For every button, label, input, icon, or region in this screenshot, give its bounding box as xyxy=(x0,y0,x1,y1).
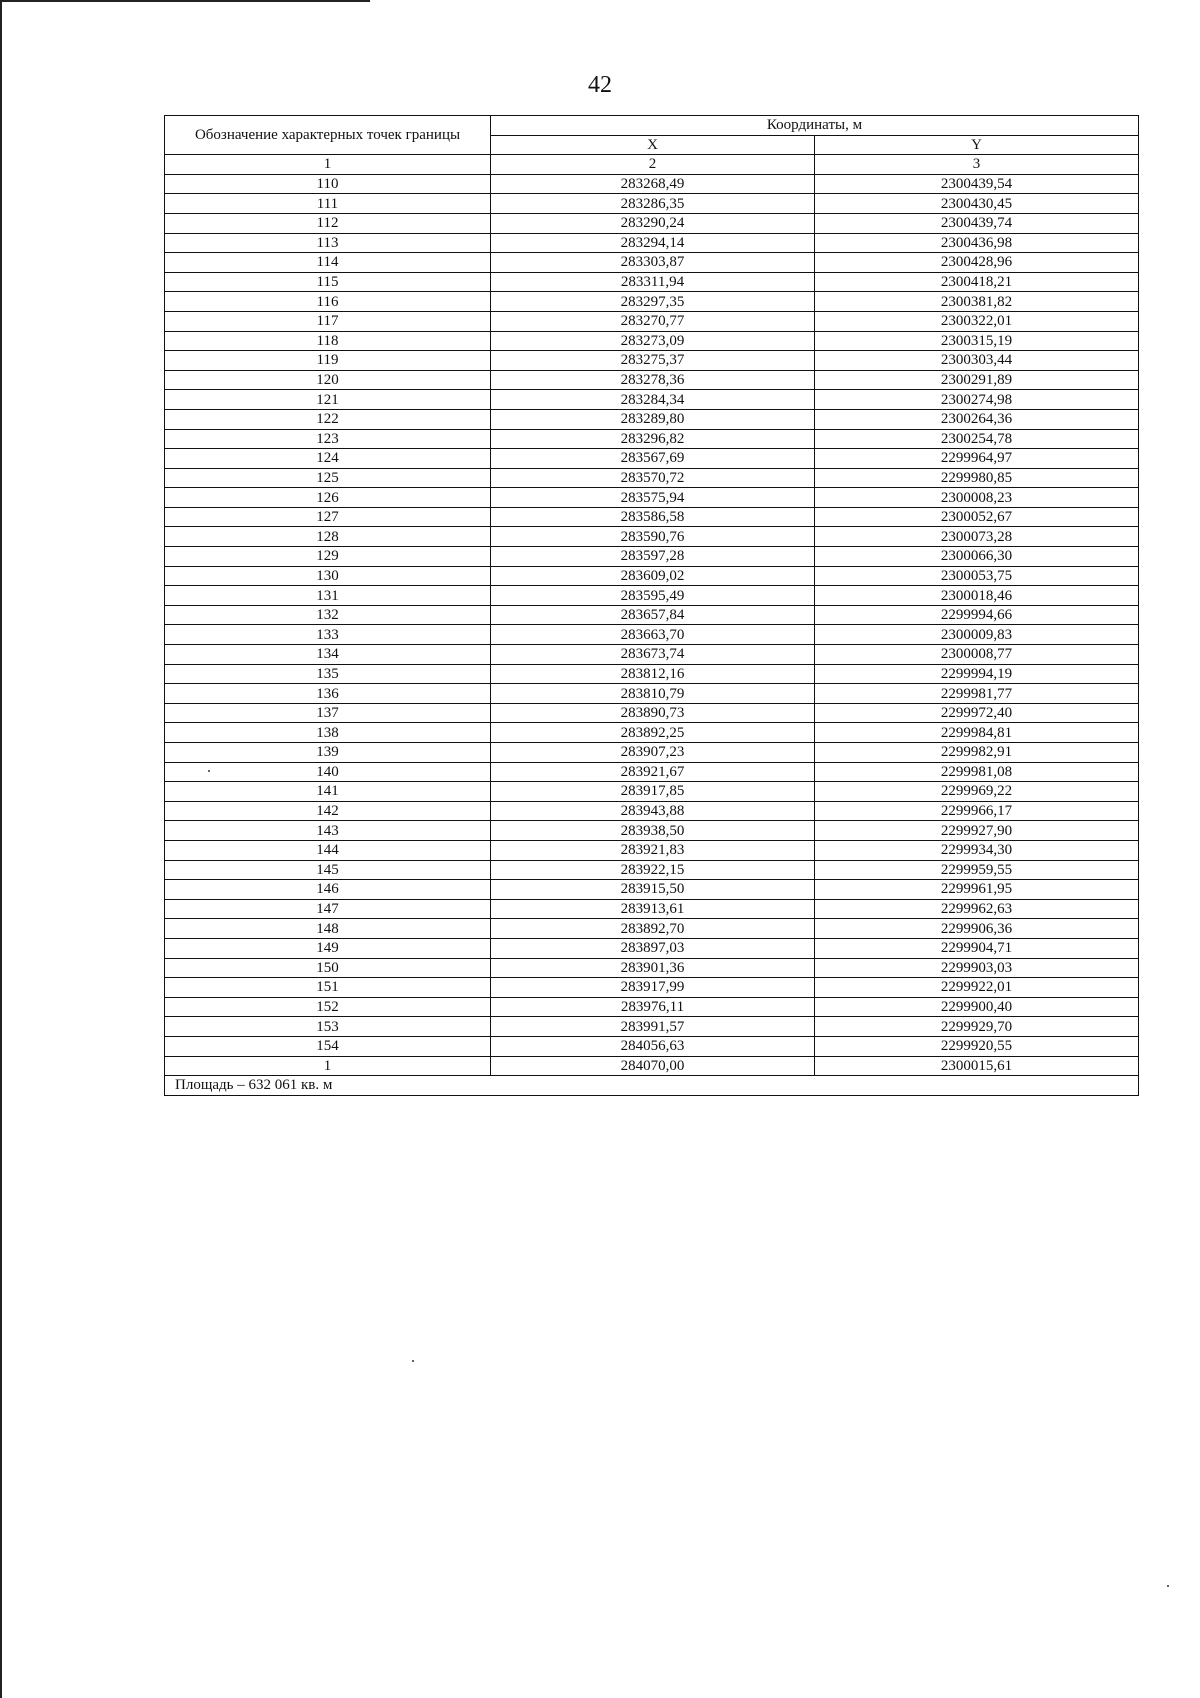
point-id-cell: 122 xyxy=(165,409,491,429)
x-coordinate-cell: 283297,35 xyxy=(491,292,815,312)
x-coordinate-cell: 283901,36 xyxy=(491,958,815,978)
y-coordinate-cell: 2300430,45 xyxy=(815,194,1139,214)
header-y-label: Y xyxy=(815,135,1139,155)
x-coordinate-cell: 283567,69 xyxy=(491,449,815,469)
y-coordinate-cell: 2300008,23 xyxy=(815,488,1139,508)
y-coordinate-cell: 2299929,70 xyxy=(815,1017,1139,1037)
table-row xyxy=(165,840,1139,860)
y-coordinate-cell: 2300291,89 xyxy=(815,370,1139,390)
point-id-cell: 117 xyxy=(165,311,491,331)
y-coordinate-cell: 2299980,85 xyxy=(815,468,1139,488)
table-row xyxy=(165,566,1139,586)
point-id-cell: 148 xyxy=(165,919,491,939)
table-row xyxy=(165,547,1139,567)
point-id-cell: 125 xyxy=(165,468,491,488)
point-id-cell: 121 xyxy=(165,390,491,410)
header-row-col-numbers xyxy=(165,155,1139,175)
x-coordinate-cell: 283296,82 xyxy=(491,429,815,449)
y-coordinate-cell: 2300315,19 xyxy=(815,331,1139,351)
x-coordinate-cell: 283575,94 xyxy=(491,488,815,508)
x-coordinate-cell: 283913,61 xyxy=(491,899,815,919)
table-row xyxy=(165,938,1139,958)
y-coordinate-cell: 2300053,75 xyxy=(815,566,1139,586)
y-coordinate-cell: 2300428,96 xyxy=(815,253,1139,273)
y-coordinate-cell: 2299962,63 xyxy=(815,899,1139,919)
point-id-cell: 115 xyxy=(165,272,491,292)
scan-speck xyxy=(1167,1585,1169,1587)
point-id-cell: 132 xyxy=(165,605,491,625)
point-id-cell: 116 xyxy=(165,292,491,312)
y-coordinate-cell: 2299981,08 xyxy=(815,762,1139,782)
table-row xyxy=(165,331,1139,351)
x-coordinate-cell: 283570,72 xyxy=(491,468,815,488)
x-coordinate-cell: 283290,24 xyxy=(491,213,815,233)
y-coordinate-cell: 2299966,17 xyxy=(815,801,1139,821)
x-coordinate-cell: 283917,85 xyxy=(491,782,815,802)
y-coordinate-cell: 2300303,44 xyxy=(815,351,1139,371)
point-id-cell: 150 xyxy=(165,958,491,978)
col-number-2: 2 xyxy=(491,155,815,175)
point-id-cell: 147 xyxy=(165,899,491,919)
table-row xyxy=(165,645,1139,665)
col-number-3: 3 xyxy=(815,155,1139,175)
table-row xyxy=(165,1056,1139,1076)
table-row xyxy=(165,958,1139,978)
point-id-cell: 149 xyxy=(165,938,491,958)
table-row xyxy=(165,899,1139,919)
table-row xyxy=(165,213,1139,233)
point-id-cell: 133 xyxy=(165,625,491,645)
point-id-cell: 151 xyxy=(165,978,491,998)
point-id-cell: 144 xyxy=(165,840,491,860)
point-id-cell: 136 xyxy=(165,684,491,704)
scan-edge-left xyxy=(0,0,2,1698)
y-coordinate-cell: 2300052,67 xyxy=(815,507,1139,527)
table-row xyxy=(165,997,1139,1017)
x-coordinate-cell: 283284,34 xyxy=(491,390,815,410)
scan-speck xyxy=(208,770,210,772)
point-id-cell: 142 xyxy=(165,801,491,821)
x-coordinate-cell: 283991,57 xyxy=(491,1017,815,1037)
point-id-cell: 135 xyxy=(165,664,491,684)
x-coordinate-cell: 283294,14 xyxy=(491,233,815,253)
y-coordinate-cell: 2299900,40 xyxy=(815,997,1139,1017)
table-row xyxy=(165,370,1139,390)
x-coordinate-cell: 284056,63 xyxy=(491,1036,815,1056)
point-id-cell: 124 xyxy=(165,449,491,469)
table-row xyxy=(165,292,1139,312)
y-coordinate-cell: 2300436,98 xyxy=(815,233,1139,253)
point-id-cell: 128 xyxy=(165,527,491,547)
y-coordinate-cell: 2299972,40 xyxy=(815,703,1139,723)
point-id-cell: 137 xyxy=(165,703,491,723)
y-coordinate-cell: 2299934,30 xyxy=(815,840,1139,860)
point-id-cell: 141 xyxy=(165,782,491,802)
y-coordinate-cell: 2299994,66 xyxy=(815,605,1139,625)
x-coordinate-cell: 283892,70 xyxy=(491,919,815,939)
point-id-cell: 145 xyxy=(165,860,491,880)
table-row xyxy=(165,625,1139,645)
table-row xyxy=(165,880,1139,900)
x-coordinate-cell: 283286,35 xyxy=(491,194,815,214)
point-id-cell: 130 xyxy=(165,566,491,586)
point-id-cell: 153 xyxy=(165,1017,491,1037)
x-coordinate-cell: 284070,00 xyxy=(491,1056,815,1076)
point-id-cell: 134 xyxy=(165,645,491,665)
y-coordinate-cell: 2300073,28 xyxy=(815,527,1139,547)
y-coordinate-cell: 2299920,55 xyxy=(815,1036,1139,1056)
y-coordinate-cell: 2300264,36 xyxy=(815,409,1139,429)
point-id-cell: 123 xyxy=(165,429,491,449)
y-coordinate-cell: 2299994,19 xyxy=(815,664,1139,684)
table-row xyxy=(165,978,1139,998)
x-coordinate-cell: 283943,88 xyxy=(491,801,815,821)
y-coordinate-cell: 2299922,01 xyxy=(815,978,1139,998)
coordinates-table-body xyxy=(165,116,1139,1096)
x-coordinate-cell: 283922,15 xyxy=(491,860,815,880)
x-coordinate-cell: 283810,79 xyxy=(491,684,815,704)
point-id-cell: 152 xyxy=(165,997,491,1017)
x-coordinate-cell: 283892,25 xyxy=(491,723,815,743)
x-coordinate-cell: 283268,49 xyxy=(491,174,815,194)
y-coordinate-cell: 2300439,54 xyxy=(815,174,1139,194)
y-coordinate-cell: 2300008,77 xyxy=(815,645,1139,665)
y-coordinate-cell: 2299906,36 xyxy=(815,919,1139,939)
header-x-label: X xyxy=(491,135,815,155)
y-coordinate-cell: 2299981,77 xyxy=(815,684,1139,704)
header-coords-label: Координаты, м xyxy=(491,116,1139,136)
point-id-cell: 113 xyxy=(165,233,491,253)
table-row xyxy=(165,1036,1139,1056)
point-id-cell: 139 xyxy=(165,743,491,763)
y-coordinate-cell: 2300066,30 xyxy=(815,547,1139,567)
table-row xyxy=(165,468,1139,488)
point-id-cell: 1 xyxy=(165,1056,491,1076)
point-id-cell: 138 xyxy=(165,723,491,743)
point-id-cell: 154 xyxy=(165,1036,491,1056)
x-coordinate-cell: 283890,73 xyxy=(491,703,815,723)
x-coordinate-cell: 283673,74 xyxy=(491,645,815,665)
x-coordinate-cell: 283273,09 xyxy=(491,331,815,351)
x-coordinate-cell: 283278,36 xyxy=(491,370,815,390)
y-coordinate-cell: 2300254,78 xyxy=(815,429,1139,449)
page-number: 42 xyxy=(588,72,612,98)
table-row xyxy=(165,1017,1139,1037)
table-row xyxy=(165,527,1139,547)
x-coordinate-cell: 283812,16 xyxy=(491,664,815,684)
point-id-cell: 129 xyxy=(165,547,491,567)
table-row xyxy=(165,272,1139,292)
table-row xyxy=(165,233,1139,253)
table-row xyxy=(165,762,1139,782)
x-coordinate-cell: 283921,67 xyxy=(491,762,815,782)
y-coordinate-cell: 2300439,74 xyxy=(815,213,1139,233)
point-id-cell: 146 xyxy=(165,880,491,900)
table-row xyxy=(165,253,1139,273)
point-id-cell: 114 xyxy=(165,253,491,273)
table-row xyxy=(165,390,1139,410)
table-row xyxy=(165,821,1139,841)
y-coordinate-cell: 2300015,61 xyxy=(815,1056,1139,1076)
x-coordinate-cell: 283597,28 xyxy=(491,547,815,567)
table-row xyxy=(165,860,1139,880)
table-row xyxy=(165,429,1139,449)
point-id-cell: 120 xyxy=(165,370,491,390)
y-coordinate-cell: 2300018,46 xyxy=(815,586,1139,606)
table-row xyxy=(165,507,1139,527)
table-row xyxy=(165,409,1139,429)
y-coordinate-cell: 2300274,98 xyxy=(815,390,1139,410)
table-row xyxy=(165,586,1139,606)
x-coordinate-cell: 283915,50 xyxy=(491,880,815,900)
table-row xyxy=(165,703,1139,723)
point-id-cell: 112 xyxy=(165,213,491,233)
x-coordinate-cell: 283289,80 xyxy=(491,409,815,429)
area-row xyxy=(165,1076,1139,1096)
point-id-cell: 140 xyxy=(165,762,491,782)
point-id-cell: 118 xyxy=(165,331,491,351)
header-row-top xyxy=(165,116,1139,136)
x-coordinate-cell: 283907,23 xyxy=(491,743,815,763)
x-coordinate-cell: 283270,77 xyxy=(491,311,815,331)
table-row xyxy=(165,723,1139,743)
point-id-cell: 143 xyxy=(165,821,491,841)
x-coordinate-cell: 283897,03 xyxy=(491,938,815,958)
point-id-cell: 110 xyxy=(165,174,491,194)
y-coordinate-cell: 2299982,91 xyxy=(815,743,1139,763)
table-row xyxy=(165,488,1139,508)
x-coordinate-cell: 283976,11 xyxy=(491,997,815,1017)
point-id-cell: 127 xyxy=(165,507,491,527)
table-row xyxy=(165,311,1139,331)
point-id-cell: 119 xyxy=(165,351,491,371)
x-coordinate-cell: 283595,49 xyxy=(491,586,815,606)
x-coordinate-cell: 283917,99 xyxy=(491,978,815,998)
point-id-cell: 131 xyxy=(165,586,491,606)
x-coordinate-cell: 283657,84 xyxy=(491,605,815,625)
y-coordinate-cell: 2299903,03 xyxy=(815,958,1139,978)
x-coordinate-cell: 283609,02 xyxy=(491,566,815,586)
table-row xyxy=(165,194,1139,214)
x-coordinate-cell: 283586,58 xyxy=(491,507,815,527)
x-coordinate-cell: 283590,76 xyxy=(491,527,815,547)
scan-speck xyxy=(412,1360,414,1362)
y-coordinate-cell: 2299961,95 xyxy=(815,880,1139,900)
table-row xyxy=(165,174,1139,194)
y-coordinate-cell: 2299904,71 xyxy=(815,938,1139,958)
table-row xyxy=(165,684,1139,704)
table-row xyxy=(165,782,1139,802)
y-coordinate-cell: 2300009,83 xyxy=(815,625,1139,645)
table-row xyxy=(165,919,1139,939)
y-coordinate-cell: 2299959,55 xyxy=(815,860,1139,880)
point-id-cell: 111 xyxy=(165,194,491,214)
table-row xyxy=(165,801,1139,821)
table-row xyxy=(165,664,1139,684)
point-id-cell: 126 xyxy=(165,488,491,508)
col-number-1: 1 xyxy=(165,155,491,175)
y-coordinate-cell: 2299984,81 xyxy=(815,723,1139,743)
y-coordinate-cell: 2299964,97 xyxy=(815,449,1139,469)
y-coordinate-cell: 2299969,22 xyxy=(815,782,1139,802)
table-row xyxy=(165,743,1139,763)
header-point-label: Обозначение характерных точек границы xyxy=(165,116,491,155)
x-coordinate-cell: 283311,94 xyxy=(491,272,815,292)
table-row xyxy=(165,351,1139,371)
area-text: Площадь – 632 061 кв. м xyxy=(165,1076,1139,1096)
y-coordinate-cell: 2300381,82 xyxy=(815,292,1139,312)
x-coordinate-cell: 283938,50 xyxy=(491,821,815,841)
x-coordinate-cell: 283303,87 xyxy=(491,253,815,273)
x-coordinate-cell: 283275,37 xyxy=(491,351,815,371)
scan-edge-top xyxy=(0,0,370,2)
x-coordinate-cell: 283663,70 xyxy=(491,625,815,645)
table-row xyxy=(165,605,1139,625)
table-row xyxy=(165,449,1139,469)
y-coordinate-cell: 2300418,21 xyxy=(815,272,1139,292)
y-coordinate-cell: 2299927,90 xyxy=(815,821,1139,841)
coordinates-table xyxy=(164,115,1139,1096)
x-coordinate-cell: 283921,83 xyxy=(491,840,815,860)
y-coordinate-cell: 2300322,01 xyxy=(815,311,1139,331)
